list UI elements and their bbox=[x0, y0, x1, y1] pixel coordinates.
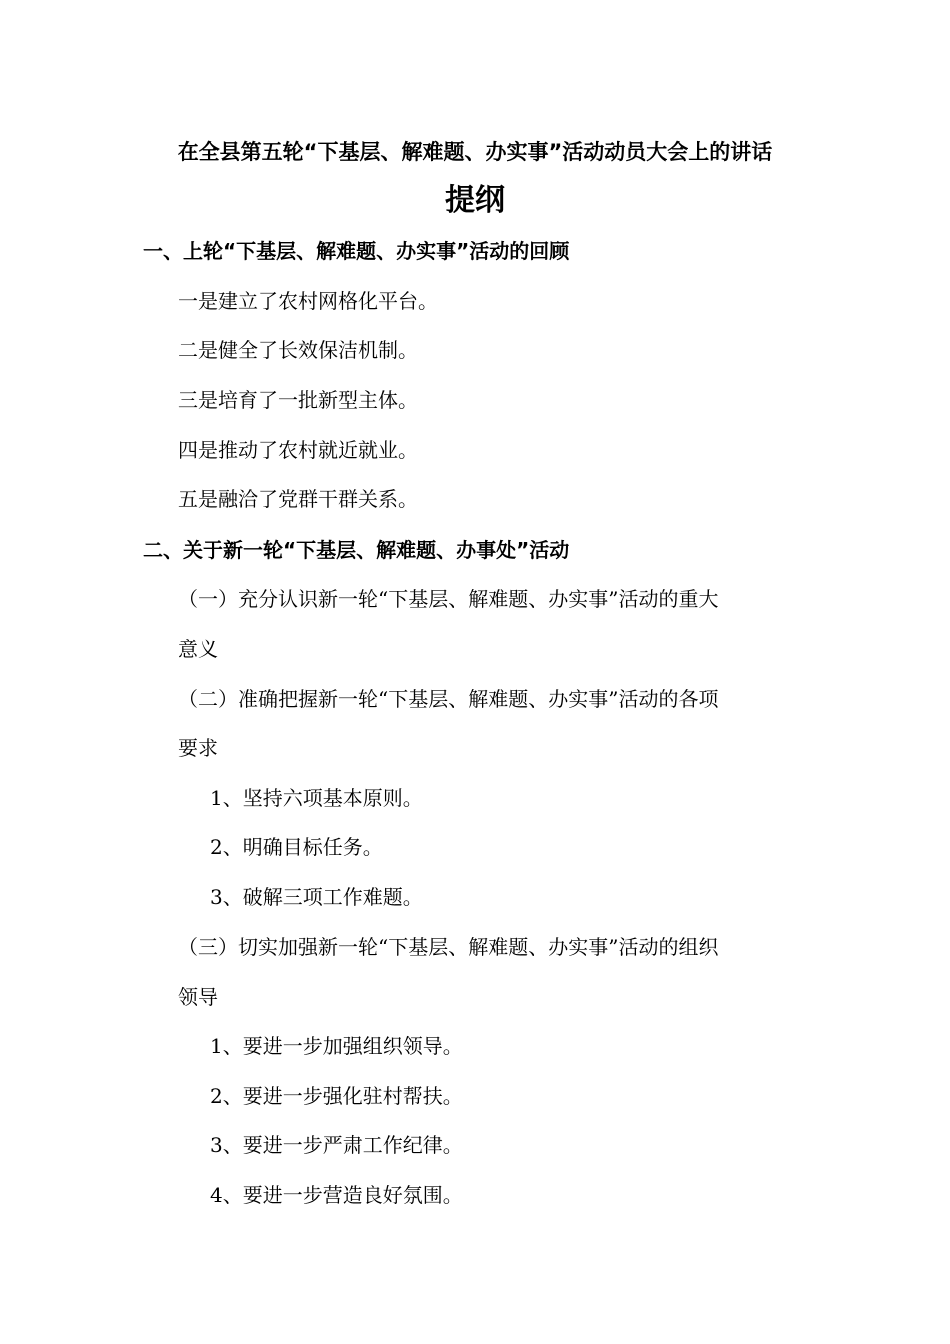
list-item: 四是推动了农村就近就业。 bbox=[178, 438, 418, 462]
subsection-heading-3: （三）切实加强新一轮“下基层、解难题、办实事”活动的组织 bbox=[178, 935, 719, 959]
subsection-heading-3-cont: 领导 bbox=[178, 985, 218, 1009]
list-item: 2、明确目标任务。 bbox=[210, 835, 383, 859]
subsection-heading-1-cont: 意义 bbox=[178, 637, 218, 661]
list-item: 五是融洽了党群干群关系。 bbox=[178, 487, 418, 511]
list-item: 4、要进一步营造良好氛围。 bbox=[210, 1183, 463, 1207]
document-subtitle: 提纲 bbox=[445, 183, 505, 218]
section-heading-2: 二、关于新一轮“下基层、解难题、办事处”活动 bbox=[143, 538, 570, 562]
section-heading-1: 一、上轮“下基层、解难题、办实事”活动的回顾 bbox=[143, 239, 570, 263]
list-item: 2、要进一步强化驻村帮扶。 bbox=[210, 1084, 463, 1108]
list-item: 三是培育了一批新型主体。 bbox=[178, 388, 418, 412]
subsection-heading-1: （一）充分认识新一轮“下基层、解难题、办实事”活动的重大 bbox=[178, 587, 719, 611]
list-item: 一是建立了农村网格化平台。 bbox=[178, 289, 438, 313]
list-item: 1、要进一步加强组织领导。 bbox=[210, 1034, 463, 1058]
list-item: 3、破解三项工作难题。 bbox=[210, 885, 423, 909]
subsection-heading-2: （二）准确把握新一轮“下基层、解难题、办实事”活动的各项 bbox=[178, 687, 719, 711]
document-title: 在全县第五轮“下基层、解难题、办实事”活动动员大会上的讲话 bbox=[177, 140, 773, 164]
list-item: 3、要进一步严肃工作纪律。 bbox=[210, 1133, 463, 1157]
list-item: 1、坚持六项基本原则。 bbox=[210, 786, 423, 810]
list-item: 二是健全了长效保洁机制。 bbox=[178, 338, 418, 362]
subsection-heading-2-cont: 要求 bbox=[178, 736, 218, 760]
